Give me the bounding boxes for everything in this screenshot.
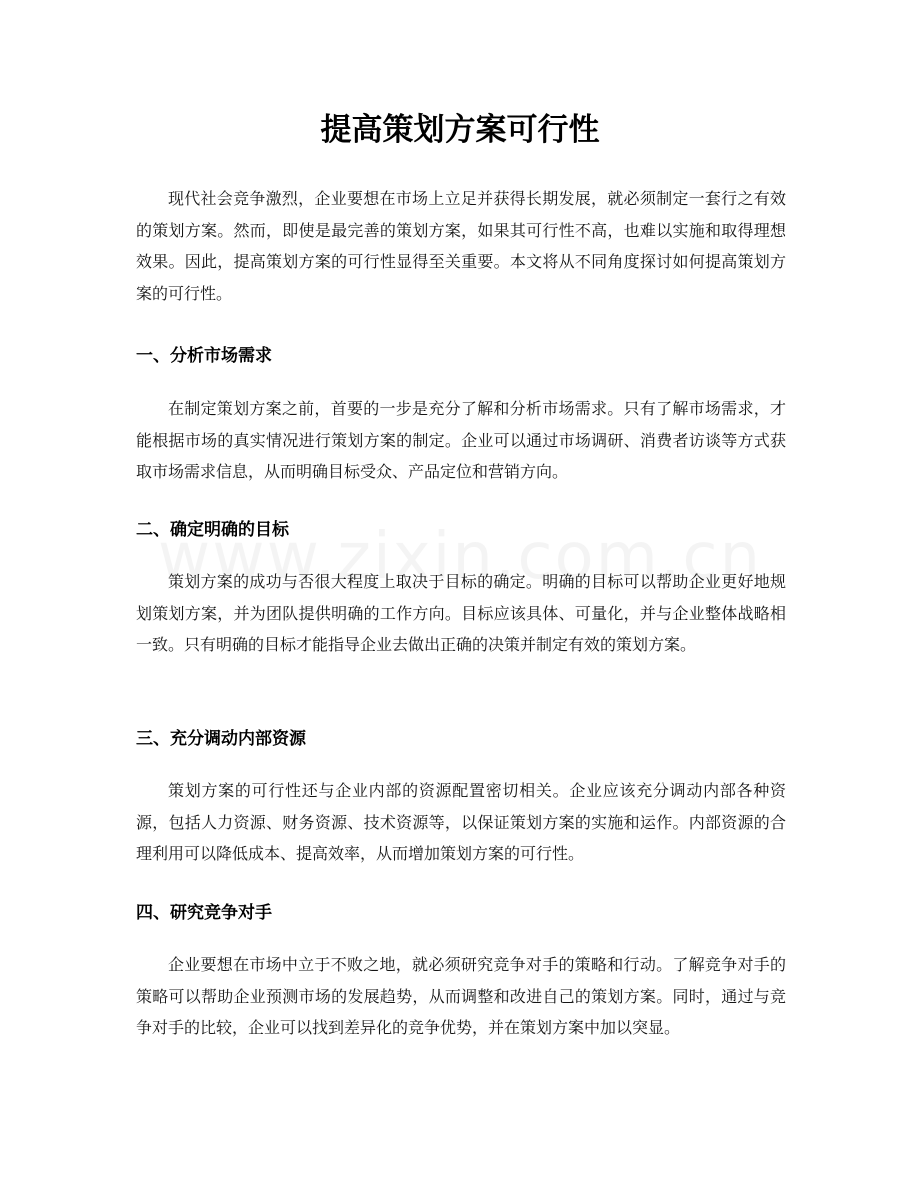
section-body-1: 在制定策划方案之前，首要的一步是充分了解和分析市场需求。只有了解市场需求，才能根据市场的真实情况进行策划方案的制定。企业可以通过市场调研、消费者访谈等方式获取市场需求信息，从而明确目标受众、产品定位和营销方向。 [136, 399, 786, 481]
intro-paragraph: 现代社会竞争激烈，企业要想在市场上立足并获得长期发展，就必须制定一套行之有效的策划方案。然而，即使是最完善的策划方案，如果其可行性不高，也难以实施和取得理想效果。因此，提高策划方案的可行性显得至关重要。本文将从不同角度探讨如何提高策划方案的可行性。 [136, 189, 786, 303]
section-body-2: 策划方案的成功与否很大程度上取决于目标的确定。明确的目标可以帮助企业更好地规划策划方案，并为团队提供明确的工作方向。目标应该具体、可量化，并与企业整体战略相一致。只有明确的目标才能指导企业去做出正确的决策并制定有效的策划方案。 [136, 572, 786, 654]
section-heading-4: 四、研究竞争对手 [136, 903, 272, 923]
section-heading-2: 二、确定明确的目标 [136, 520, 289, 540]
section-heading-1: 一、分析市场需求 [136, 346, 272, 366]
page-title: 提高策划方案可行性 [320, 112, 600, 148]
section-body-3: 策划方案的可行性还与企业内部的资源配置密切相关。企业应该充分调动内部各种资源，包括人力资源、财务资源、技术资源等，以保证策划方案的实施和运作。内部资源的合理利用可以降低成本、提高效率，从而增加策划方案的可行性。 [136, 781, 786, 863]
section-body-4: 企业要想在市场中立于不败之地，就必须研究竞争对手的策略和行动。了解竞争对手的策略可以帮助企业预测市场的发展趋势，从而调整和改进自己的策划方案。同时，通过与竞争对手的比较，企业可以找到差异化的竞争优势，并在策划方案中加以突显。 [136, 955, 786, 1037]
section-heading-3: 三、充分调动内部资源 [136, 729, 306, 749]
